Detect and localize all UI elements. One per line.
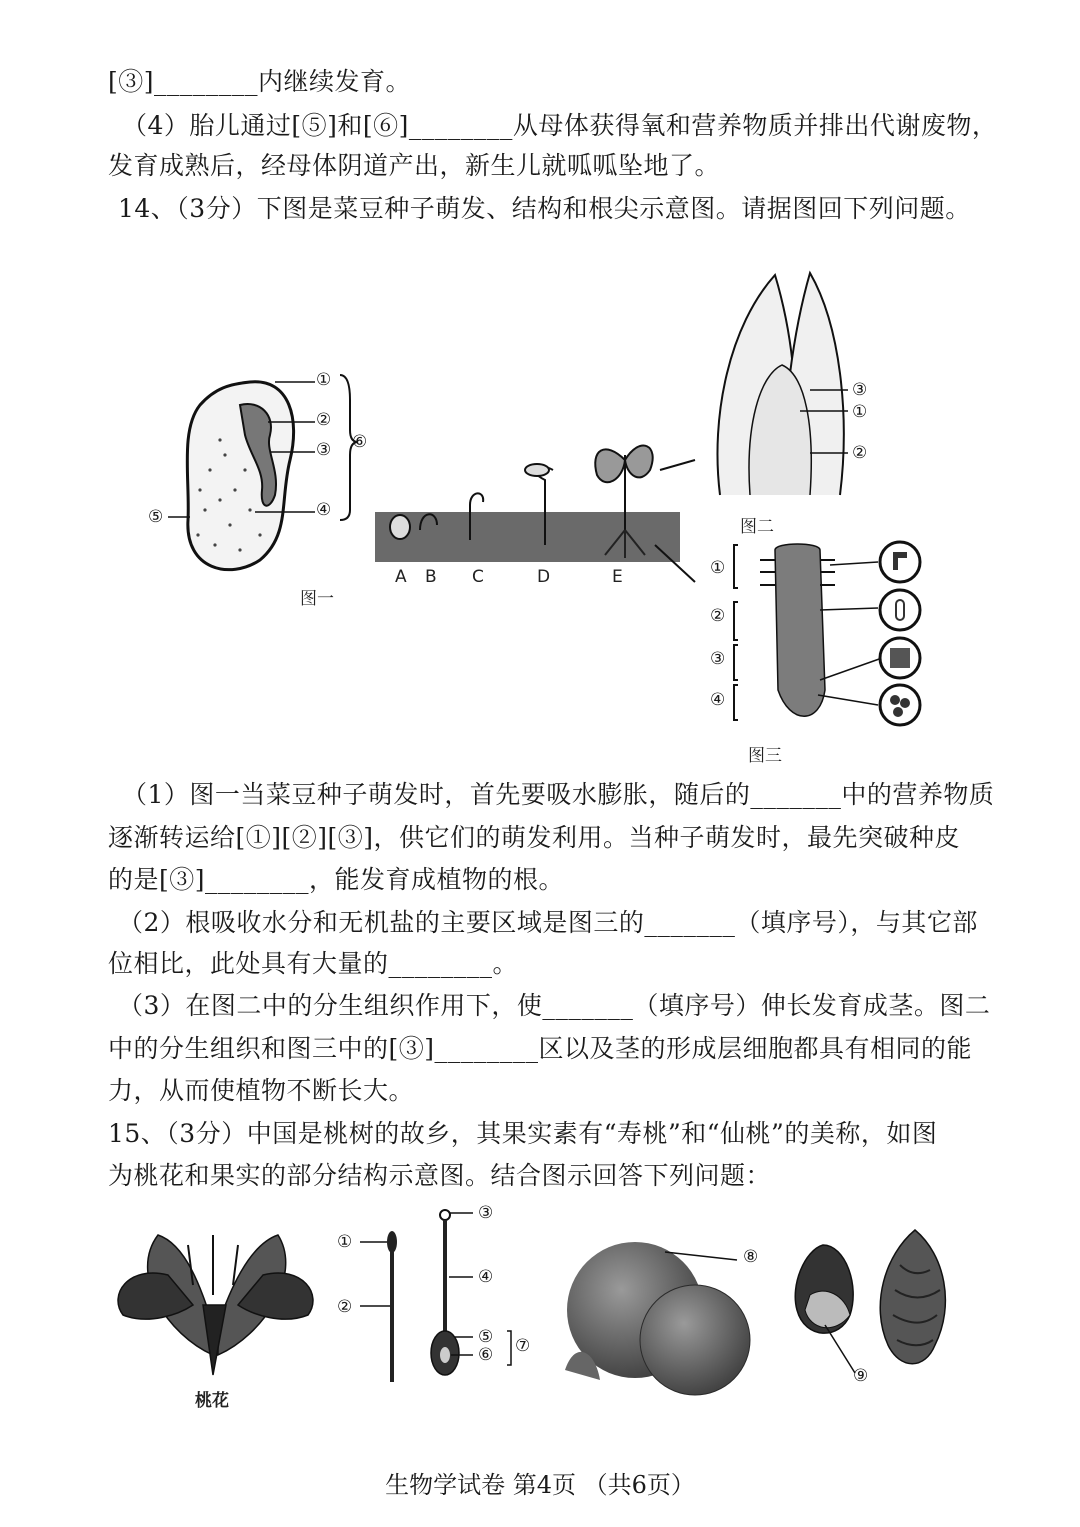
text-line-5: （1）图一当菜豆种子萌发时，首先要吸水膨胀，随后的_______中的营养物质 bbox=[122, 780, 995, 809]
fig3-label-4: ④ bbox=[710, 690, 726, 710]
stage-label-c: C bbox=[472, 567, 484, 587]
peach-label-9: ⑨ bbox=[853, 1366, 869, 1386]
fig2-label-2: ② bbox=[852, 443, 868, 463]
text-line-1: [③]________内继续发育。 bbox=[108, 67, 412, 96]
peach-label-2: ② bbox=[337, 1297, 353, 1317]
fig1-label-3: ③ bbox=[316, 440, 332, 460]
fig2-label-3: ③ bbox=[852, 380, 868, 400]
text-line-4: 14、（3分）下图是菜豆种子萌发、结构和根尖示意图。请据图回下列问题。 bbox=[118, 194, 971, 223]
peach-fruit-figure bbox=[555, 1230, 775, 1400]
stage-label-b: B bbox=[425, 567, 437, 587]
bean-seed-figure bbox=[140, 360, 380, 610]
peach-label-7: ⑦ bbox=[515, 1336, 531, 1356]
root-tip-figure bbox=[730, 540, 930, 740]
text-line-14: 为桃花和果实的部分结构示意图。结合图示回答下列问题： bbox=[108, 1161, 772, 1190]
peach-label-8: ⑧ bbox=[743, 1247, 759, 1267]
fig1-label-2: ② bbox=[316, 410, 332, 430]
text-line-6: 逐渐转运给[①][②][③]，供它们的萌发利用。当种子萌发时，最先突破种皮 bbox=[108, 823, 961, 852]
fig1-label-1: ① bbox=[316, 370, 332, 390]
root-outline bbox=[775, 544, 825, 716]
fig1-label-5: ⑤ bbox=[148, 507, 164, 527]
peach-flower-caption: 桃花 bbox=[195, 1391, 229, 1411]
text-line-11: 中的分生组织和图三中的[③]________区以及茎的形成层细胞都具有相同的能 bbox=[108, 1034, 973, 1063]
fig3-label-3: ③ bbox=[710, 649, 726, 669]
figure3-caption: 图三 bbox=[748, 746, 782, 766]
page-footer: 生物学试卷 第4页 （共6页） bbox=[385, 1471, 695, 1499]
fig2-label-1: ① bbox=[852, 402, 868, 422]
peach-pit-figure bbox=[785, 1225, 960, 1395]
stage-label-d: D bbox=[537, 567, 551, 587]
text-line-8: （2）根吸收水分和无机盐的主要区域是图三的_______（填序号），与其它部 bbox=[118, 908, 978, 937]
text-line-12: 力，从而使植物不断长大。 bbox=[108, 1076, 415, 1105]
stage-label-a: A bbox=[395, 567, 407, 587]
text-line-2: （4）胎儿通过[⑤]和[⑥]________从母体获得氧和营养物质并排出代谢废物， bbox=[122, 111, 998, 140]
peach-label-1: ① bbox=[337, 1232, 353, 1252]
peach-label-3: ③ bbox=[478, 1203, 494, 1223]
text-line-10: （3）在图二中的分生组织作用下，使_______（填序号）伸长发育成茎。图二 bbox=[118, 991, 991, 1020]
text-line-7: 的是[③]________，能发育成植物的根。 bbox=[108, 865, 565, 894]
fig3-label-2: ② bbox=[710, 606, 726, 626]
peach-label-6: ⑥ bbox=[478, 1345, 494, 1365]
germination-figure bbox=[375, 430, 685, 570]
text-line-3: 发育成熟后，经母体阴道产出，新生儿就呱呱坠地了。 bbox=[108, 151, 721, 180]
figure2-caption: 图二 bbox=[740, 517, 774, 537]
fig1-label-6: ⑥ bbox=[352, 432, 368, 452]
stage-label-e: E bbox=[612, 567, 623, 587]
fig1-label-4: ④ bbox=[316, 500, 332, 520]
figure1-caption: 图一 bbox=[300, 589, 334, 609]
text-line-13: 15、（3分）中国是桃树的故乡，其果实素有“寿桃”和“仙桃”的美称，如图 bbox=[108, 1119, 938, 1148]
soil-band bbox=[375, 512, 680, 562]
fig3-label-1: ① bbox=[710, 558, 726, 578]
peach-flower-figure bbox=[108, 1215, 328, 1385]
text-line-9: 位相比，此处具有大量的________。 bbox=[108, 949, 519, 978]
peach-label-5: ⑤ bbox=[478, 1327, 494, 1347]
peach-label-4: ④ bbox=[478, 1267, 494, 1287]
